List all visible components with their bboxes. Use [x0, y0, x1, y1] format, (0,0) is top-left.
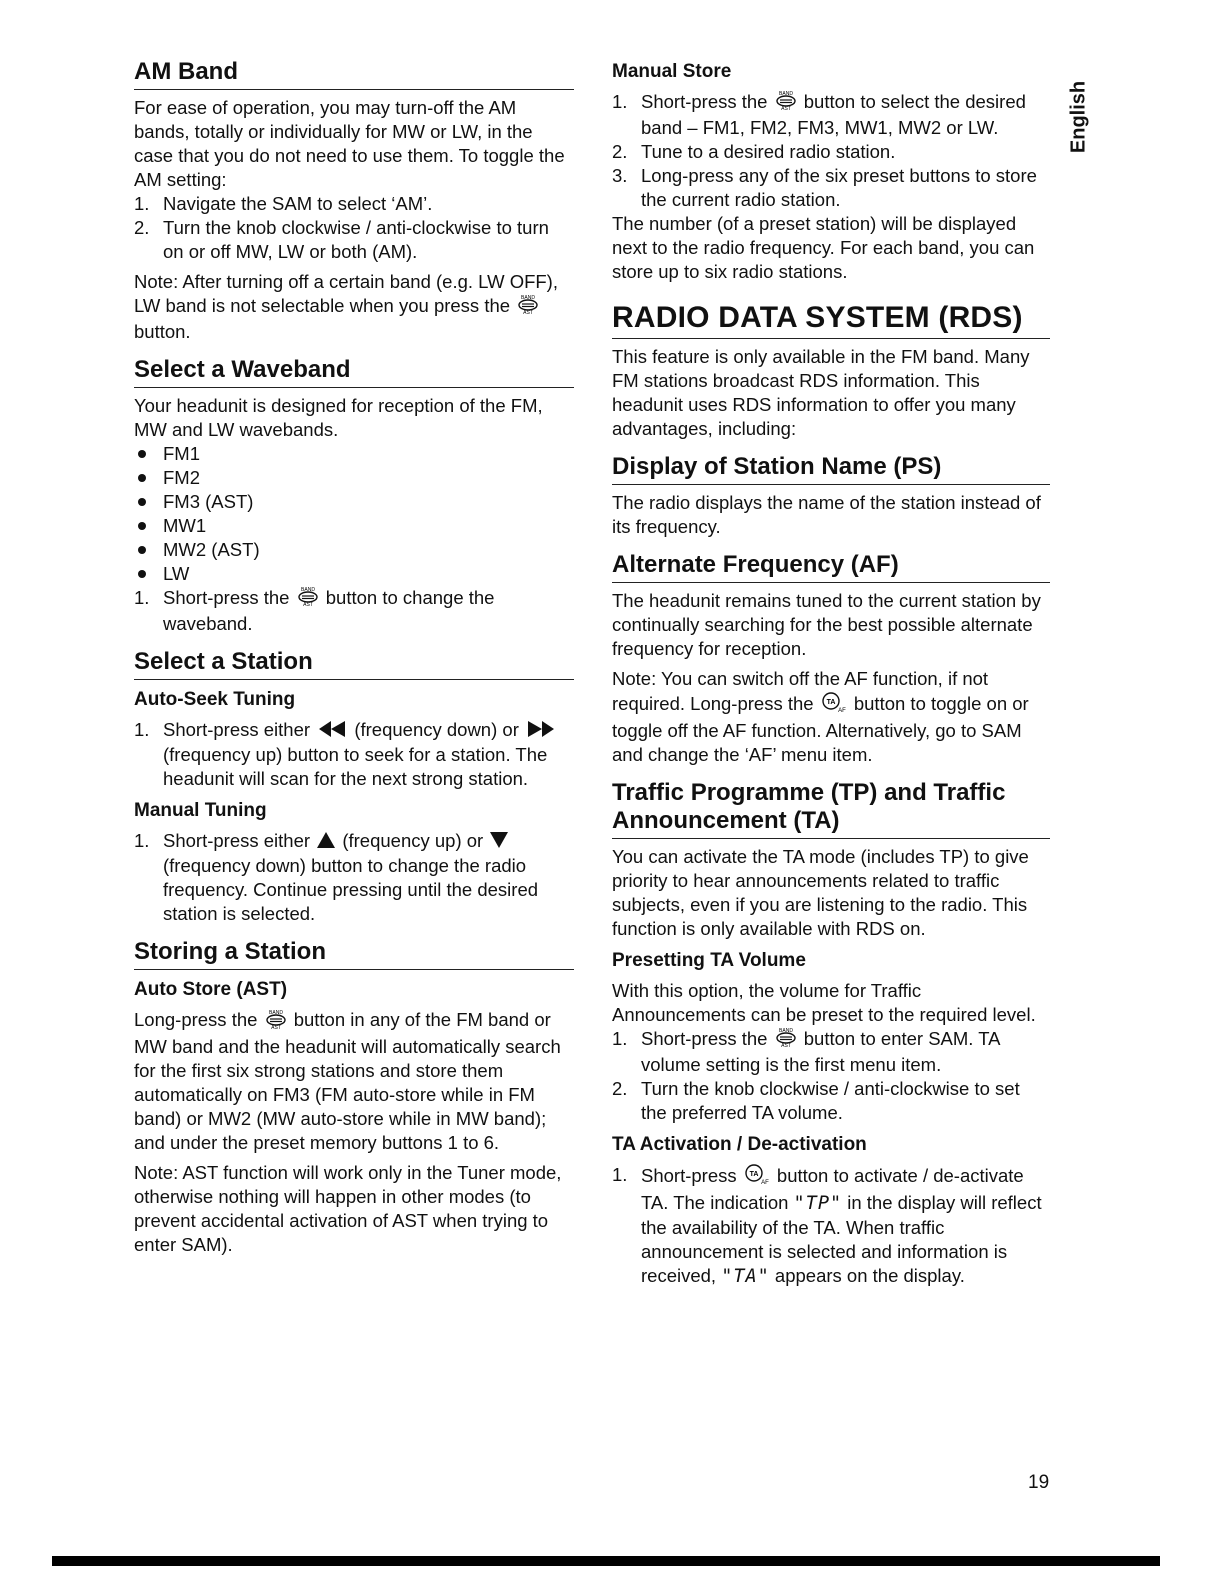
auto-store-text: Long-press the BAND AST button in any of the FM band or MW band and the headunit will automatically search for the first six strong stations and store them automatically on FM3 (FM auto-store while in FM band) or MW2 (MW auto-store while in MW band); and under the preset memory buttons 1 to 6. [134, 1009, 561, 1153]
manual-tuning-heading: Manual Tuning [134, 800, 267, 822]
af-section [612, 551, 1050, 767]
ta-activation-steps [612, 1163, 1050, 1289]
tune-up-triangle-icon [317, 830, 335, 854]
select-station-heading: Select a Station [134, 648, 574, 680]
select-waveband-steps [134, 586, 574, 636]
auto-seek-heading: Auto-Seek Tuning [134, 689, 296, 711]
rds-heading: RADIO DATA SYSTEM (RDS) [612, 300, 1050, 339]
am-band-step: 2. Turn the knob clockwise / anti-clockwise to turn on or off MW, LW or both (AM). [134, 217, 549, 262]
auto-store-note: Note: AST function will work only in the Tuner mode, otherwise nothing will happen in other modes (to prevent accidental activation of AST when trying to enter SAM). [134, 1161, 562, 1255]
svg-text:BAND: BAND [268, 1009, 283, 1016]
presetting-ta-text: With this option, the volume for Traffic Announcements can be preset to the required level. [612, 980, 1036, 1026]
manual-store-steps [612, 90, 1050, 212]
manual-store-section [612, 60, 1050, 284]
band-ast-button-icon [265, 1009, 287, 1035]
manual-store-step: 1. Short-press the BAND AST button to select the desired band – FM1, FM2, FM3, MW1, MW2 or LW. [612, 91, 1026, 139]
select-waveband-intro: Your headunit is designed for reception of the FM, MW and LW wavebands. [134, 395, 543, 441]
af-heading: Alternate Frequency (AF) [612, 551, 1050, 583]
storing-station-section [134, 938, 574, 1256]
bottom-rule [52, 1556, 1160, 1566]
svg-text:AST: AST [302, 602, 313, 607]
seek-up-icon [526, 719, 556, 743]
auto-seek-steps [134, 718, 574, 791]
presetting-ta-heading: Presetting TA Volume [612, 950, 806, 972]
seek-down-icon [317, 719, 347, 743]
list-item: MW2 (AST) [134, 538, 574, 562]
svg-text:BAND: BAND [521, 295, 536, 302]
band-ast-button-icon [775, 1027, 797, 1053]
select-station-section [134, 648, 574, 926]
manual-tuning-steps [134, 829, 574, 926]
am-band-step: 1. Navigate the SAM to select ‘AM’. [134, 193, 433, 214]
right-column [612, 58, 1050, 1289]
ta-activation-step: 1. Short-press TA AF button to activate / de-activate TA. The indication "TP" in the display will reflect the availability of the TA. When traffic announcement is selected and information is received, "TA" appears on the display. [612, 1164, 1042, 1288]
ta-indicator: "TA" [721, 1266, 770, 1288]
storing-station-heading: Storing a Station [134, 938, 574, 970]
svg-text:AST: AST [523, 310, 534, 315]
tp-ta-section [612, 779, 1050, 1289]
svg-text:AST: AST [780, 106, 791, 111]
waveband-list [134, 442, 574, 586]
manual-store-step: 2. Tune to a desired radio station. [612, 141, 896, 163]
svg-text:BAND: BAND [300, 587, 315, 594]
tune-down-triangle-icon [490, 830, 508, 854]
svg-text:TA: TA [749, 1171, 759, 1179]
page-number: 19 [1028, 1472, 1050, 1493]
svg-text:AST: AST [270, 1024, 281, 1029]
left-column [134, 58, 574, 1257]
manual-store-outro: The number (of a preset station) will be displayed next to the radio frequency. For each band, you can store up to six radio stations. [612, 213, 1035, 283]
svg-text:BAND: BAND [778, 1028, 793, 1035]
list-item: FM2 [134, 466, 574, 490]
tp-ta-heading: Traffic Programme (TP) and Traffic Announcement (TA) [612, 779, 1050, 839]
rds-intro: This feature is only available in the FM band. Many FM stations broadcast RDS information. This headunit uses RDS information to offer you many advantages, including: [612, 346, 1030, 440]
ta-af-button-icon [821, 691, 847, 719]
rds-section [612, 300, 1050, 441]
band-ast-button-icon [517, 294, 539, 320]
list-item: FM1 [134, 442, 574, 466]
ta-activation-heading: TA Activation / De-activation [612, 1134, 867, 1156]
ps-section [612, 453, 1050, 539]
language-tab-label: English [1067, 80, 1090, 154]
svg-text:AF: AF [837, 708, 846, 714]
svg-text:AF: AF [760, 1180, 769, 1186]
band-ast-button-icon [297, 586, 319, 612]
select-waveband-section [134, 356, 574, 636]
am-band-note: Note: After turning off a certain band (e.g. LW OFF), LW band is not selectable when you press the BAND AST button. [134, 271, 558, 343]
select-waveband-heading: Select a Waveband [134, 356, 574, 388]
am-band-section [134, 58, 574, 344]
svg-text:AST: AST [780, 1043, 791, 1048]
language-tab [1066, 72, 1092, 162]
tp-ta-intro: You can activate the TA mode (includes TP) to give priority to hear announcements related to traffic subjects, even if you are listening to the radio. This function is only available with RDS on. [612, 846, 1029, 940]
manual-store-heading: Manual Store [612, 61, 732, 82]
band-ast-button-icon [775, 90, 797, 116]
presetting-ta-step: 2. Turn the knob clockwise / anti-clockwise to set the preferred TA volume. [612, 1078, 1020, 1124]
svg-text:BAND: BAND [778, 91, 793, 98]
select-waveband-step: 1. Short-press the BAND AST button to change the waveband. [134, 587, 495, 635]
af-note: Note: You can switch off the AF function, if not required. Long-press the TA AF button to toggle on or toggle off the AF function. Alternatively, go to SAM and change the ‘AF’ menu item. [612, 668, 1029, 766]
manual-tuning-step: 1. Short-press either (frequency up) or (frequency down) button to change the radio frequency. Continue pressing until the desired station is selected. [134, 830, 539, 925]
af-text: The headunit remains tuned to the current station by continually searching for the best possible alternate frequency for reception. [612, 590, 1041, 660]
tp-indicator: "TP" [793, 1193, 843, 1215]
auto-store-heading: Auto Store (AST) [134, 979, 288, 1001]
am-band-intro: For ease of operation, you may turn-off the AM bands, totally or individually for MW or LW, in the case that you do not need to use them. To toggle the AM setting: [134, 97, 565, 190]
presetting-ta-steps [612, 1027, 1050, 1125]
presetting-ta-step: 1. Short-press the BAND AST button to enter SAM. TA volume setting is the first menu item. [612, 1028, 1000, 1076]
ta-af-button-icon [744, 1163, 770, 1191]
ps-heading: Display of Station Name (PS) [612, 453, 1050, 485]
am-band-heading: AM Band [134, 58, 574, 90]
ps-text: The radio displays the name of the station instead of its frequency. [612, 492, 1041, 538]
am-band-steps [134, 192, 574, 264]
manual-store-step: 3. Long-press any of the six preset buttons to store the current radio station. [612, 165, 1037, 211]
list-item: LW [134, 562, 574, 586]
auto-seek-step: 1. Short-press either (frequency down) or (frequency up) button to seek for a station. The headunit will scan for the next strong station. [134, 718, 574, 791]
svg-text:TA: TA [826, 699, 836, 707]
list-item: MW1 [134, 514, 574, 538]
list-item: FM3 (AST) [134, 490, 574, 514]
